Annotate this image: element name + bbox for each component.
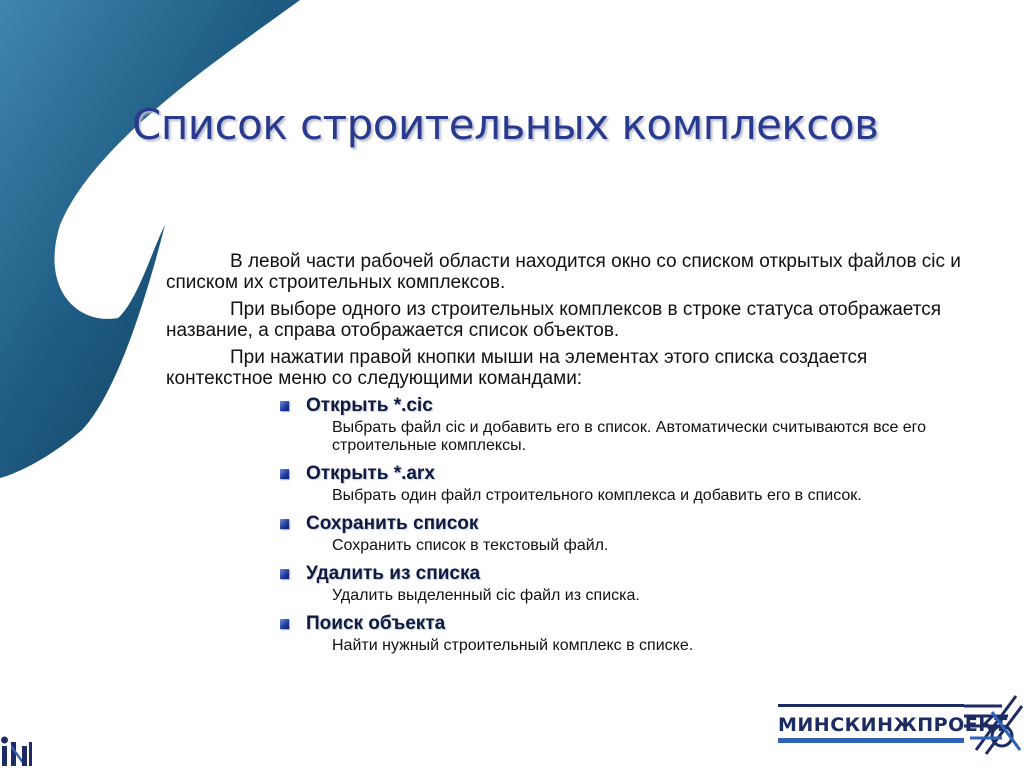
square-bullet-icon <box>280 469 289 479</box>
command-description: Найти нужный строительный комплекс в списке. <box>332 637 694 654</box>
status-paragraph: При выборе одного из строительных комплексов в строке статуса отображается название, а справа отображается список объектов. <box>166 299 942 341</box>
command-open-cic <box>166 395 966 455</box>
command-label: Сохранить список <box>306 513 479 534</box>
command-description: Удалить выделенный cic файл из списка. <box>332 587 640 604</box>
company-logo <box>774 690 1024 760</box>
command-label: Открыть *.arx <box>306 463 435 484</box>
command-remove-from-list <box>166 563 966 605</box>
intro-paragraph: В левой части рабочей области находится окно со списком открытых файлов cic и списком их строительных комплексов. <box>166 251 961 293</box>
command-label: Поиск объекта <box>306 613 446 634</box>
context-menu-paragraph: При нажатии правой кнопки мыши на элементах этого списка создается контекстное меню со следующими командами: <box>166 347 868 389</box>
slide-body <box>166 251 966 663</box>
command-description: Сохранить список в текстовый файл. <box>332 537 609 554</box>
command-description: Выбрать файл cic и добавить его в список. Автоматически считываются все его строительные комплексы. <box>332 419 927 454</box>
command-find-object <box>166 613 966 655</box>
logo-bottom-rule <box>778 738 964 743</box>
square-bullet-icon <box>280 519 289 529</box>
corner-emblem-icon <box>0 732 34 768</box>
square-bullet-icon <box>280 401 289 411</box>
network-logo-icon <box>962 692 1024 756</box>
command-label: Открыть *.cic <box>306 395 433 416</box>
command-label: Удалить из списка <box>306 563 481 584</box>
command-list <box>166 395 966 655</box>
command-save-list <box>166 513 966 555</box>
square-bullet-icon <box>280 569 289 579</box>
square-bullet-icon <box>280 619 289 629</box>
command-description: Выбрать один файл строительного комплекса и добавить его в список. <box>332 487 862 504</box>
slide-title: Список строительных комплексов <box>132 100 879 149</box>
command-open-arx <box>166 463 966 505</box>
company-name: МИНСКИНЖПРОЕКТ <box>778 714 1008 736</box>
logo-top-rule <box>778 704 964 707</box>
